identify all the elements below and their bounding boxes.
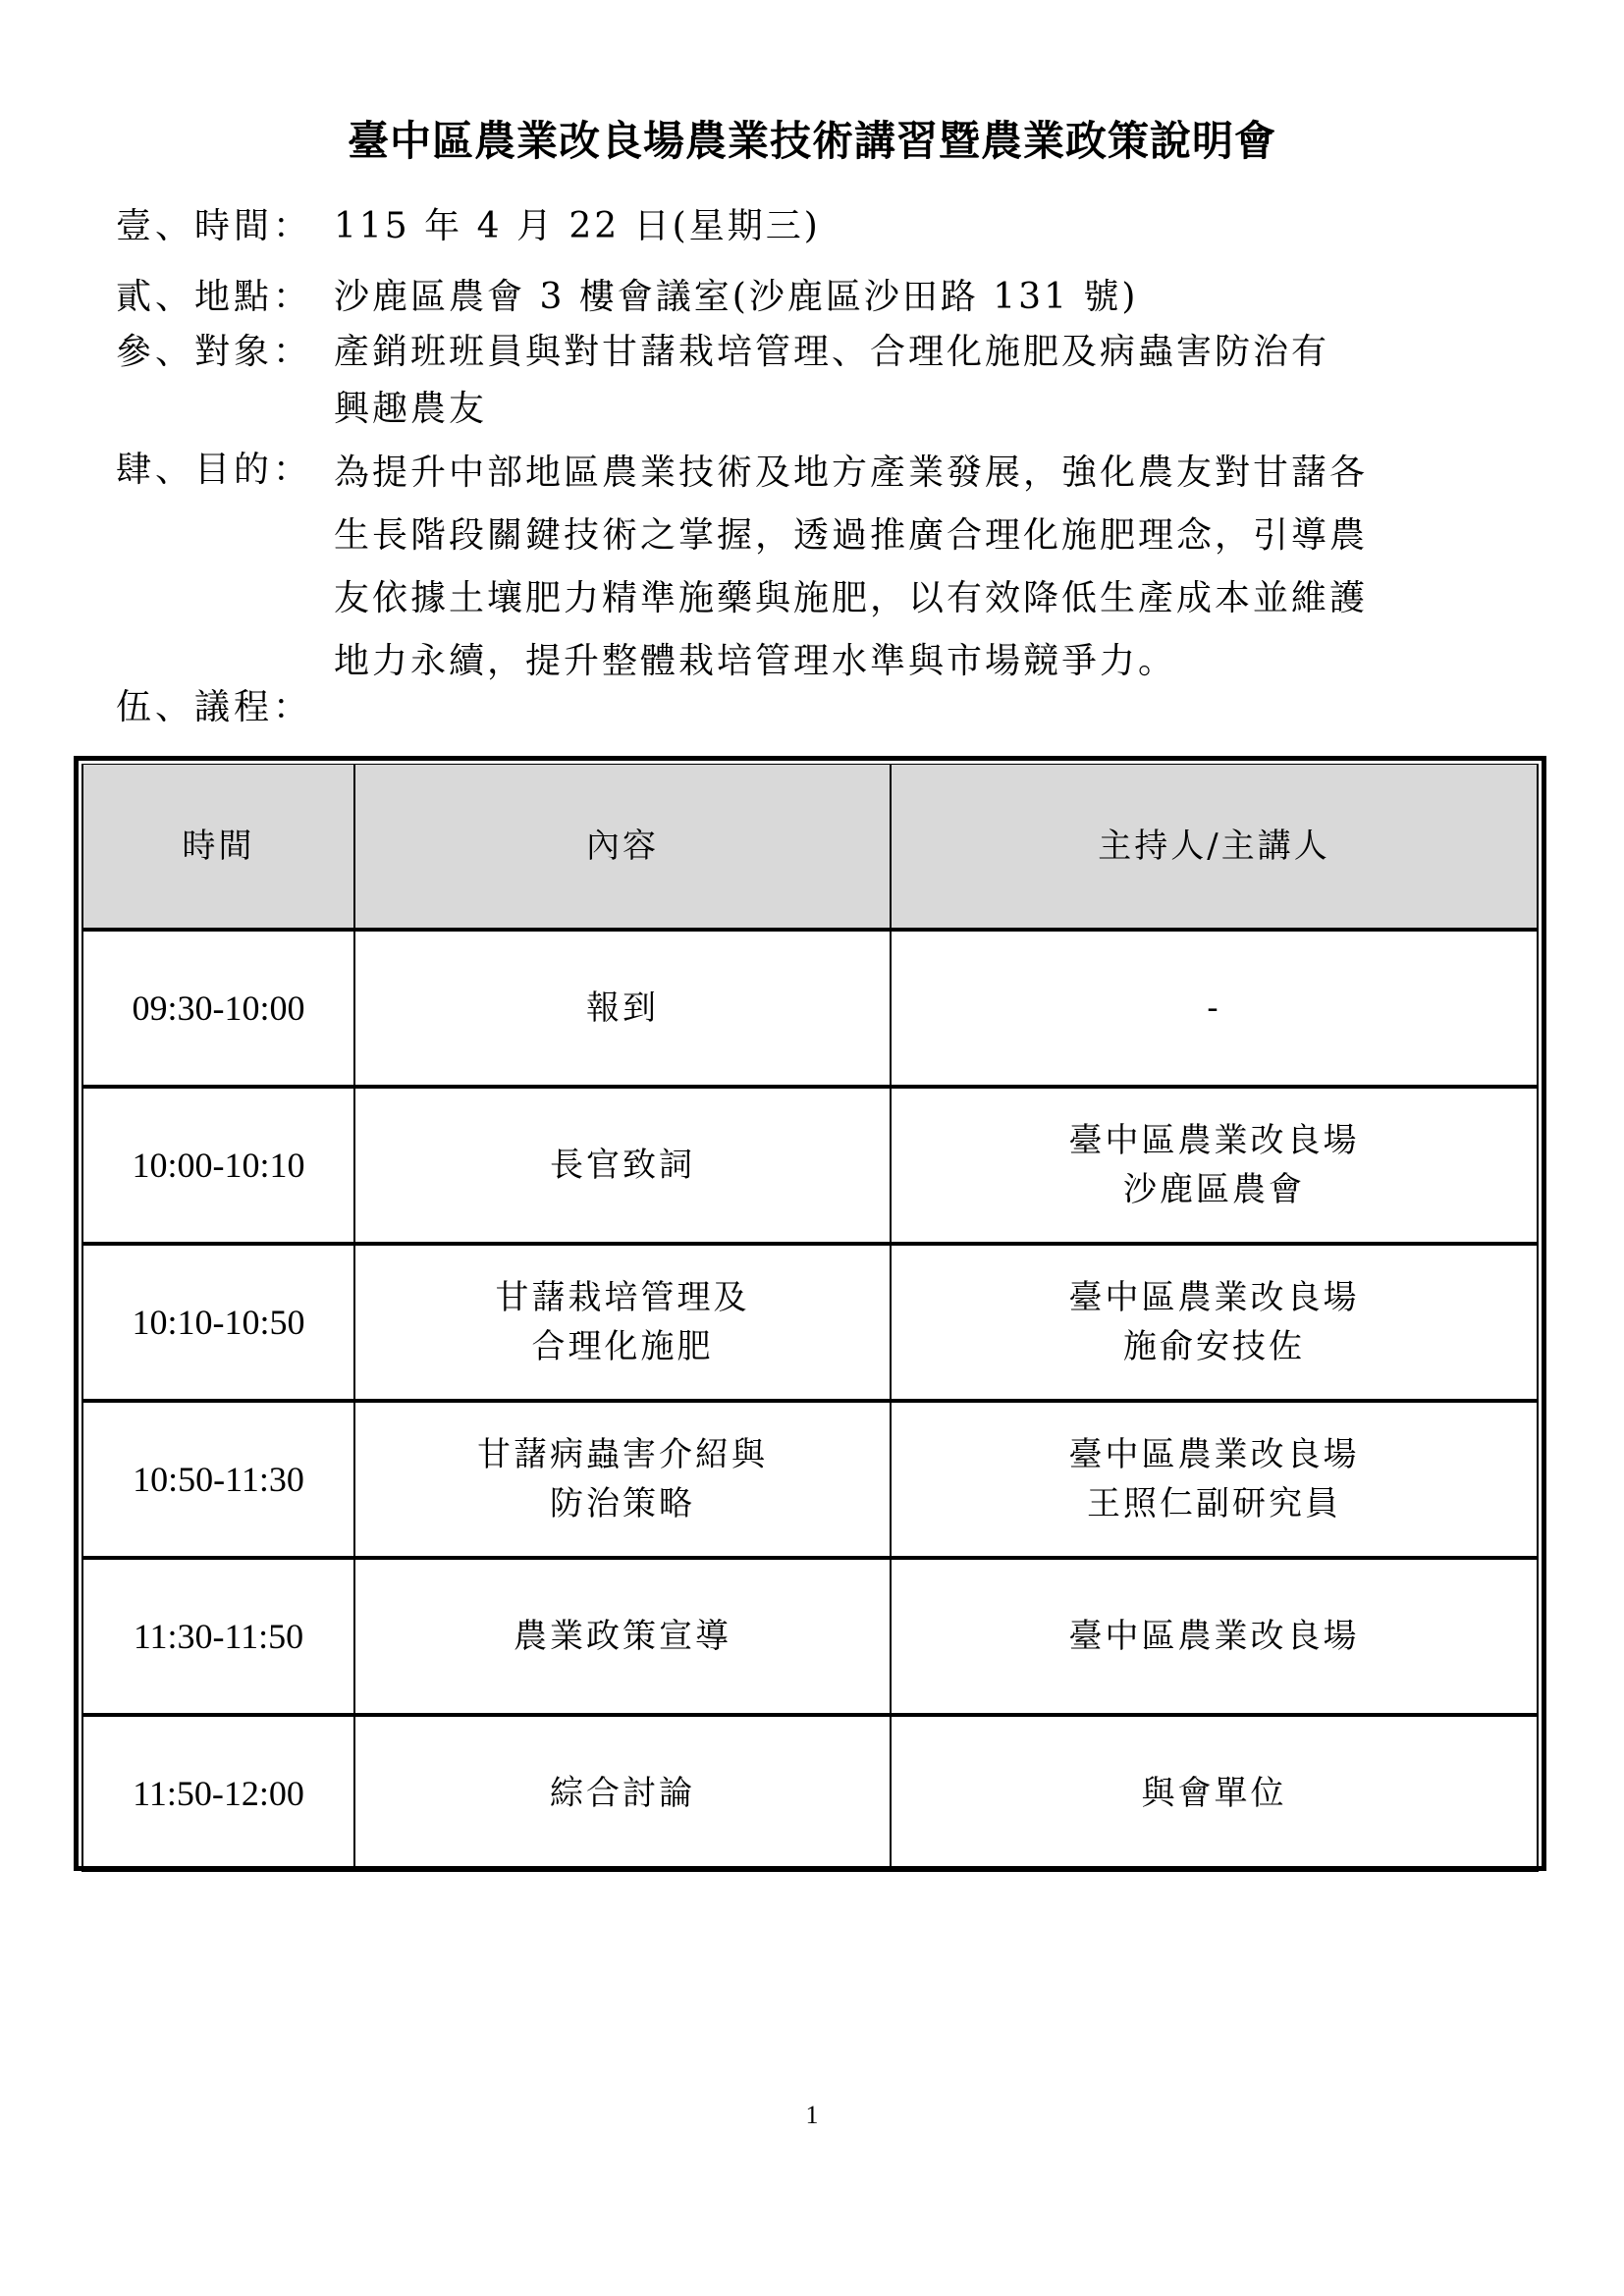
section-agenda <box>116 679 334 736</box>
cell-host-line: - <box>1207 988 1221 1028</box>
cell-content-line: 綜合討論 <box>550 1774 695 1814</box>
section-target <box>116 324 1512 438</box>
table-row <box>82 1401 1538 1558</box>
section-purpose <box>116 442 1512 693</box>
section-place-line: 沙鹿區農會 3 樓會議室(沙鹿區沙田路 131 號) <box>334 277 1139 317</box>
cell-host-line: 臺中區農業改良場 <box>1068 1120 1360 1160</box>
table-row <box>82 930 1538 1087</box>
column-header-host: 主持人/主講人 <box>891 765 1538 930</box>
cell-content <box>354 1244 891 1401</box>
cell-host-line: 臺中區農業改良場 <box>1068 1277 1360 1317</box>
section-purpose-line: 地力永續，提升整體栽培管理水準與市場競爭力。 <box>334 641 1177 681</box>
section-purpose-line: 為提升中部地區農業技術及地方產業發展，強化農友對甘藷各 <box>334 453 1369 493</box>
section-time-line: 115 年 4 月 22 日(星期三) <box>334 206 821 246</box>
cell-time: 10:10-10:50 <box>82 1244 354 1401</box>
section-agenda-label: 伍、議程： <box>116 687 313 727</box>
cell-content-line: 合理化施肥 <box>531 1326 714 1366</box>
cell-host <box>891 1715 1538 1872</box>
cell-time: 11:50-12:00 <box>82 1715 354 1872</box>
agenda-table-frame <box>74 756 1546 1871</box>
cell-content-line: 農業政策宣導 <box>514 1616 731 1656</box>
cell-time: 10:00-10:10 <box>82 1087 354 1244</box>
cell-host-line: 臺中區農業改良場 <box>1068 1616 1360 1656</box>
section-target-body <box>334 324 1512 438</box>
cell-host-line: 沙鹿區農會 <box>1123 1169 1305 1209</box>
cell-time: 09:30-10:00 <box>82 930 354 1087</box>
cell-content <box>354 1087 891 1244</box>
section-purpose-line: 生長階段關鍵技術之掌握，透過推廣合理化施肥理念，引導農 <box>334 515 1369 556</box>
cell-content <box>354 930 891 1087</box>
cell-host-line: 施俞安技佐 <box>1123 1326 1305 1366</box>
cell-host-line: 臺中區農業改良場 <box>1068 1434 1360 1474</box>
cell-content <box>354 1401 891 1558</box>
section-place-label: 貳、地點： <box>116 277 313 317</box>
document-title: 臺中區農業改良場農業技術講習暨農業政策說明會 <box>347 117 1276 165</box>
cell-content <box>354 1715 891 1872</box>
section-target-label: 參、對象： <box>116 332 313 372</box>
cell-content-line: 甘藷病蟲害介紹與 <box>477 1434 768 1474</box>
table-row <box>82 1244 1538 1401</box>
table-row <box>82 1087 1538 1244</box>
cell-host-line: 與會單位 <box>1141 1774 1287 1814</box>
section-time-body <box>334 198 1512 255</box>
cell-host-line: 王照仁副研究員 <box>1087 1483 1341 1523</box>
cell-host <box>891 930 1538 1087</box>
cell-content-line: 防治策略 <box>550 1483 695 1523</box>
section-place <box>116 269 1512 326</box>
section-purpose-body <box>334 442 1512 693</box>
column-header-time: 時間 <box>82 765 354 930</box>
table-row <box>82 1558 1538 1715</box>
cell-host <box>891 1558 1538 1715</box>
cell-content-line: 報到 <box>586 988 659 1028</box>
column-header-content: 內容 <box>354 765 891 930</box>
section-purpose-label: 肆、目的： <box>116 450 313 490</box>
agenda-table <box>81 764 1539 1872</box>
section-purpose-line: 友依據土壤肥力精準施藥與施肥，以有效降低生產成本並維護 <box>334 578 1369 618</box>
cell-content <box>354 1558 891 1715</box>
table-row <box>82 1715 1538 1872</box>
section-time <box>116 198 1512 255</box>
section-target-line: 產銷班班員與對甘藷栽培管理、合理化施肥及病蟲害防治有 <box>334 332 1330 372</box>
cell-host <box>891 1244 1538 1401</box>
cell-content-line: 甘藷栽培管理及 <box>495 1277 750 1317</box>
page-number: 1 <box>805 2101 819 2129</box>
cell-content-line: 長官致詞 <box>550 1145 695 1185</box>
cell-time: 10:50-11:30 <box>82 1401 354 1558</box>
section-time-label: 壹、時間： <box>116 206 313 246</box>
section-target-line: 興趣農友 <box>334 389 488 429</box>
cell-host <box>891 1401 1538 1558</box>
cell-time: 11:30-11:50 <box>82 1558 354 1715</box>
section-place-body <box>334 269 1512 326</box>
cell-host <box>891 1087 1538 1244</box>
table-header-row <box>82 765 1538 930</box>
